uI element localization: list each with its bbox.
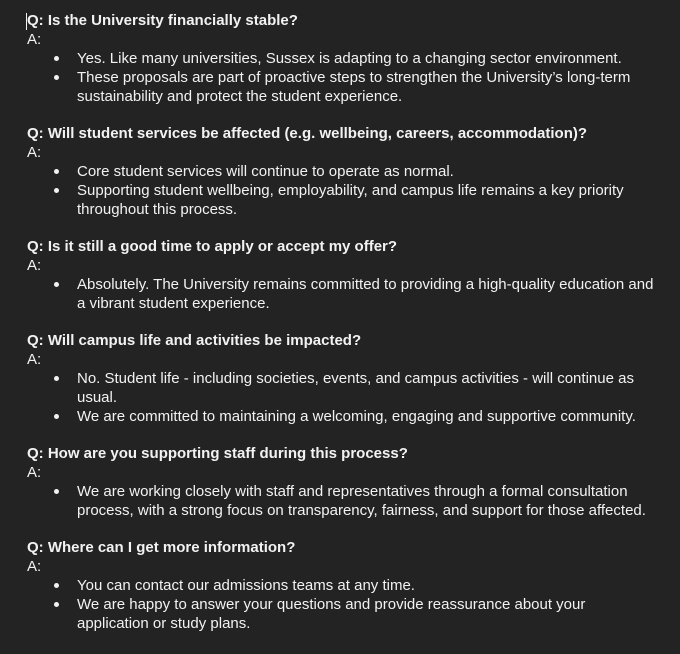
question: Q: Is the University financially stable?	[27, 12, 298, 29]
bullet-icon	[54, 583, 59, 588]
answer-label: A:	[27, 464, 42, 481]
answer-bullet: We are working closely with staff and representatives through a formal consultation process, with a strong focus on transparency, fairness, and support for those affected.	[27, 482, 657, 520]
answer-list	[27, 162, 680, 219]
answer-bullet: Yes. Like many universities, Sussex is adapting to a changing sector environment.	[27, 49, 657, 68]
bullet-icon	[54, 75, 59, 80]
faq-item-campus-life	[27, 331, 680, 426]
answer-label: A:	[27, 351, 42, 368]
bullet-icon	[54, 282, 59, 287]
faq-item-financial-stability	[27, 11, 680, 106]
answer-list	[27, 576, 680, 633]
bullet-icon	[54, 169, 59, 174]
question: Q: Where can I get more information?	[27, 539, 296, 556]
bullet-icon	[54, 188, 59, 193]
answer-bullet: These proposals are part of proactive steps to strengthen the University’s long-term sustainability and protect the student experience.	[27, 68, 657, 106]
text-cursor	[26, 13, 27, 30]
question: Q: Is it still a good time to apply or accept my offer?	[27, 238, 398, 255]
question: Q: How are you supporting staff during this process?	[27, 445, 408, 462]
bullet-icon	[54, 489, 59, 494]
question: Q: Will campus life and activities be impacted?	[27, 332, 362, 349]
question: Q: Will student services be affected (e.g. wellbeing, careers, accommodation)?	[27, 125, 588, 142]
bullet-icon	[54, 602, 59, 607]
answer-list	[27, 49, 680, 106]
answer-label: A:	[27, 257, 42, 274]
answer-list	[27, 275, 680, 313]
answer-list	[27, 482, 680, 520]
bullet-icon	[54, 414, 59, 419]
answer-label: A:	[27, 144, 42, 161]
faq-item-staff-support	[27, 444, 680, 520]
answer-list	[27, 369, 680, 426]
bullet-icon	[54, 56, 59, 61]
answer-bullet: No. Student life - including societies, events, and campus activities - will continue as usual.	[27, 369, 657, 407]
answer-bullet: Supporting student wellbeing, employability, and campus life remains a key priority throughout this process.	[27, 181, 657, 219]
answer-bullet: You can contact our admissions teams at any time.	[27, 576, 657, 595]
answer-bullet: We are happy to answer your questions and provide reassurance about your application or study plans.	[27, 595, 657, 633]
faq-item-more-information	[27, 538, 680, 633]
answer-label: A:	[27, 31, 42, 48]
answer-bullet: We are committed to maintaining a welcoming, engaging and supportive community.	[27, 407, 657, 426]
answer-label: A:	[27, 558, 42, 575]
answer-bullet: Core student services will continue to operate as normal.	[27, 162, 657, 181]
faq-item-apply-or-accept	[27, 237, 680, 313]
answer-bullet: Absolutely. The University remains committed to providing a high-quality education and a vibrant student experience.	[27, 275, 657, 313]
faq-item-student-services	[27, 124, 680, 219]
bullet-icon	[54, 376, 59, 381]
